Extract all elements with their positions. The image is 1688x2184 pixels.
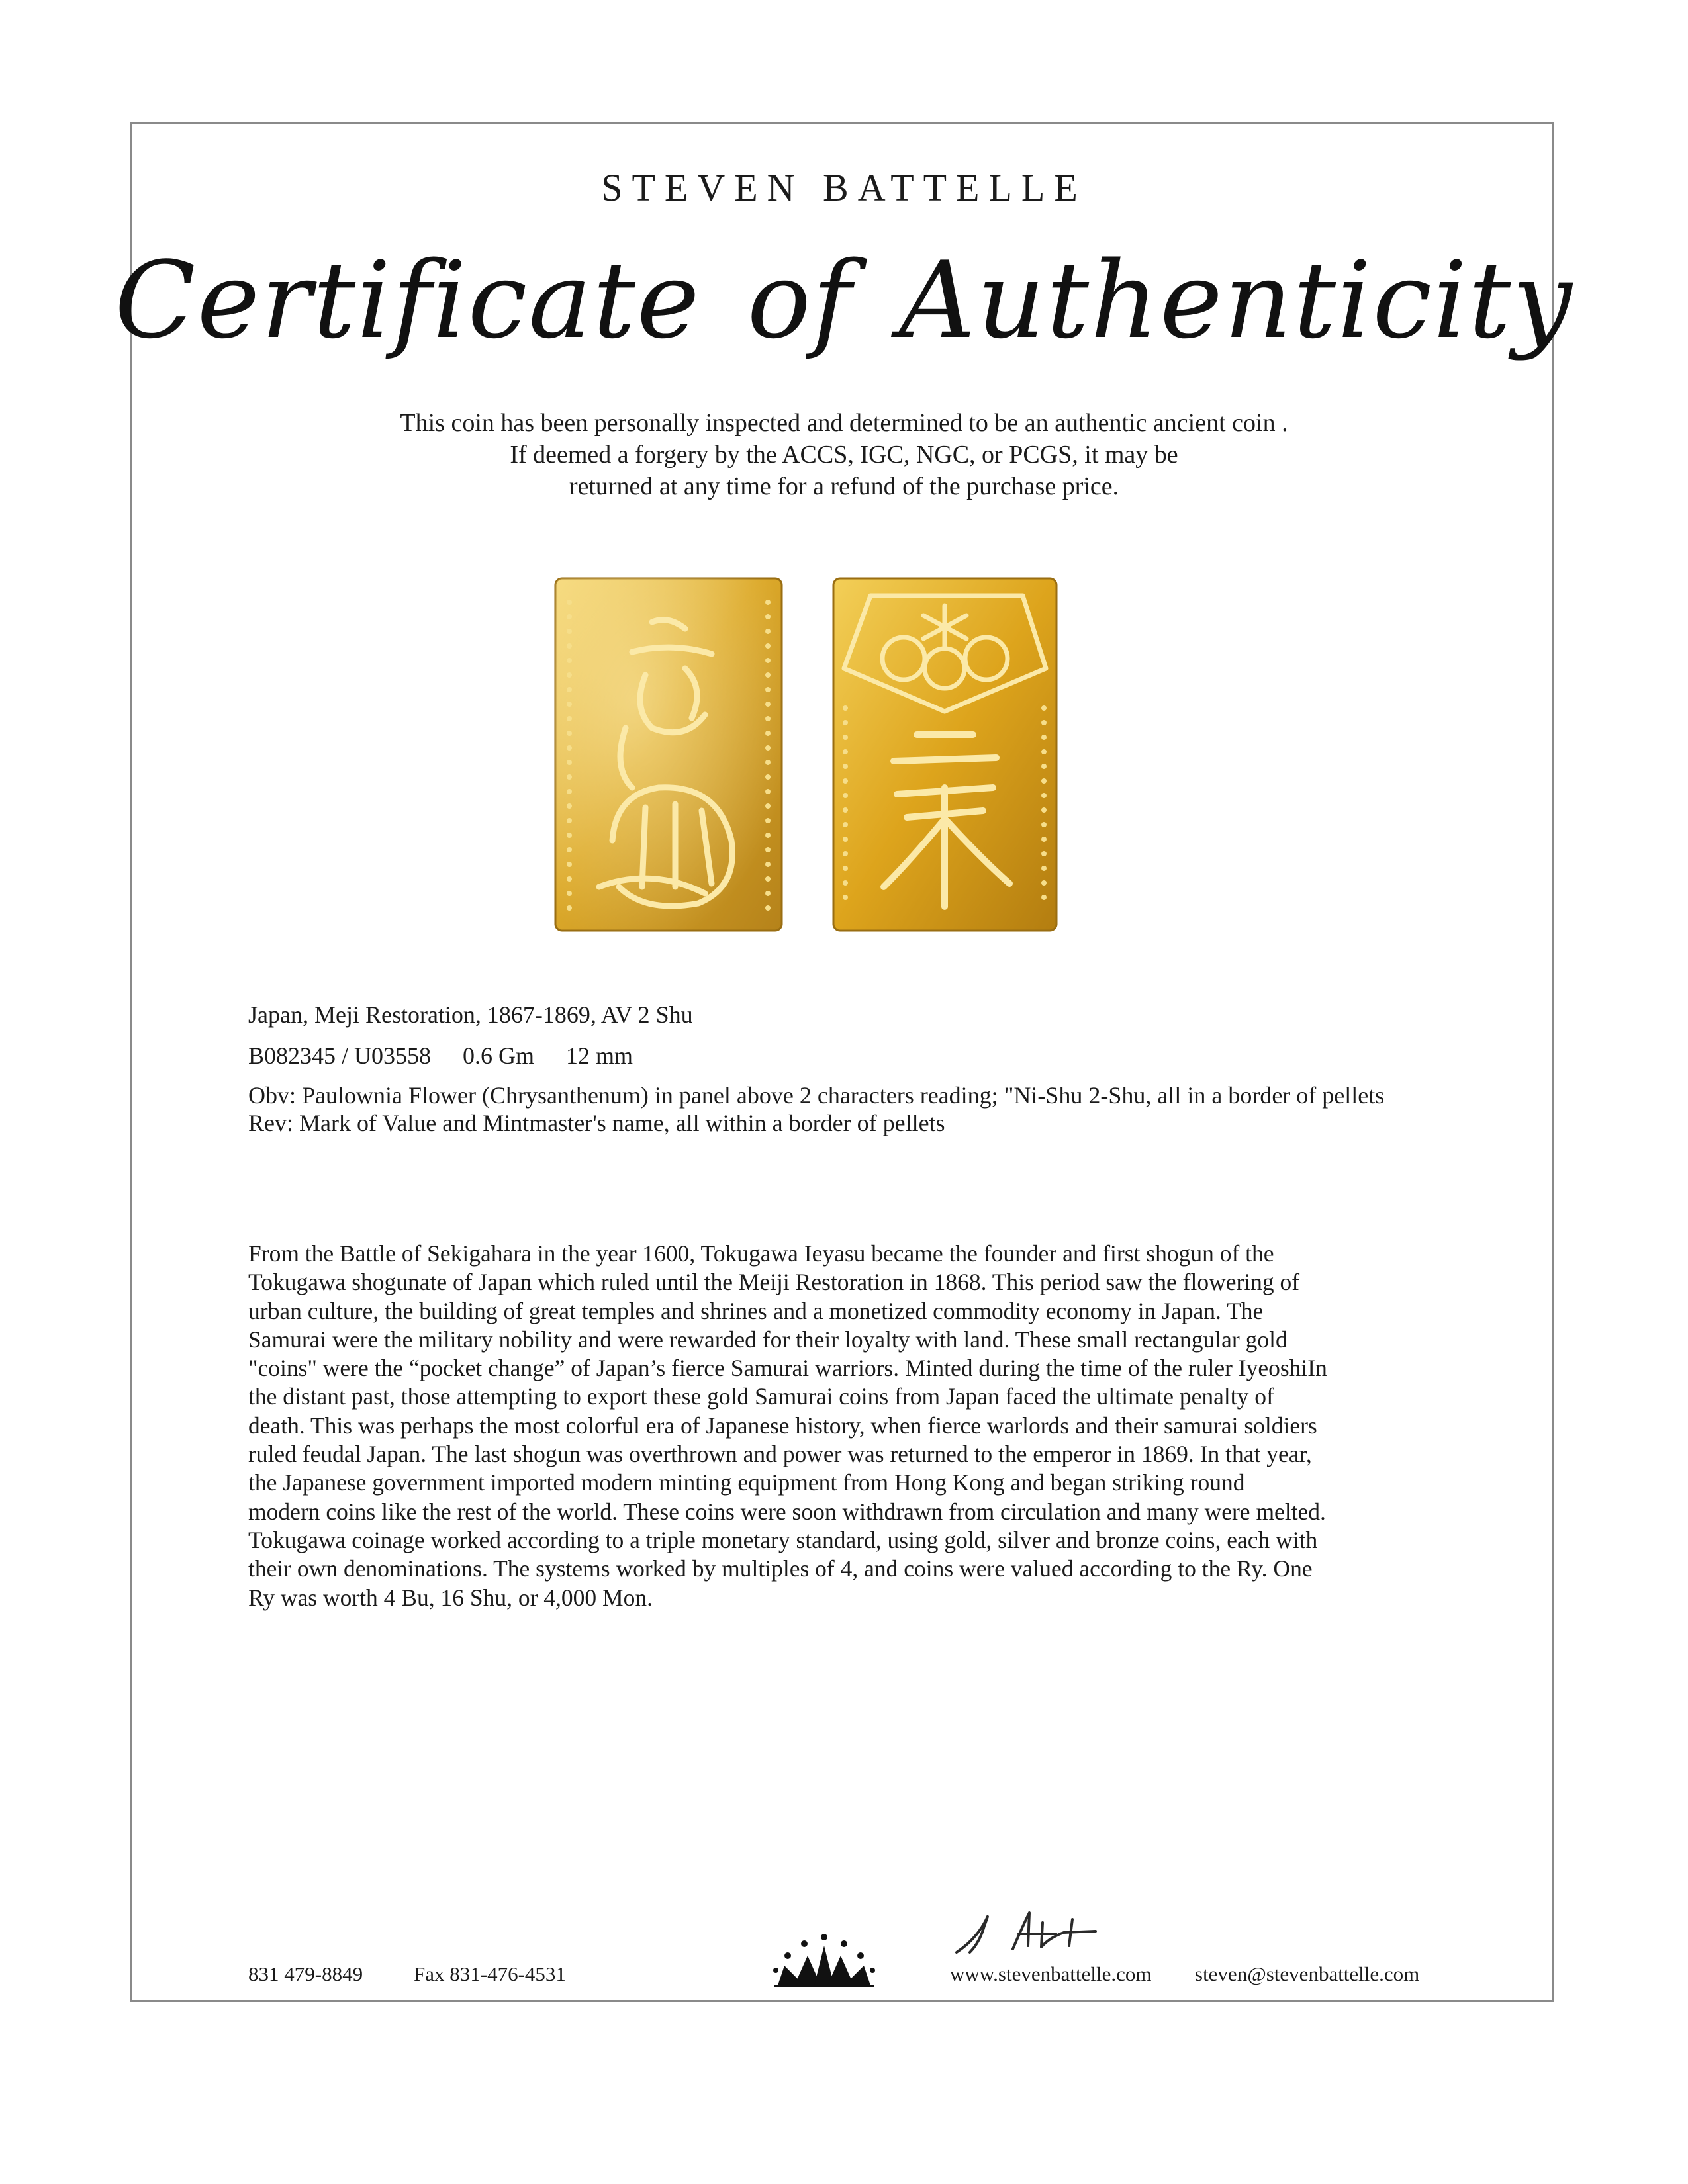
history-paragraph <box>248 1240 1400 1612</box>
title-word-authenticity: Authenticity <box>899 238 1573 362</box>
history-line: urban culture, the building of great temples and shrines and a monetized commodity economy in Japan. The <box>248 1297 1264 1324</box>
footer-email-link[interactable]: steven@stevenbattelle.com <box>1195 1962 1420 1985</box>
coin-inventory-id: B082345 / U03558 <box>248 1042 432 1069</box>
history-line: the Japanese government imported modern minting equipment from Hong Kong and began striking round <box>248 1469 1245 1496</box>
history-line: Tokugawa shogunate of Japan which ruled until the Meiji Restoration in 1868. This period saw the flowering of <box>248 1269 1300 1296</box>
coin-size: 12 mm <box>566 1042 633 1069</box>
footer-phone: 831 479-8849 <box>248 1962 363 1985</box>
coin-specs <box>248 1040 665 1071</box>
history-line: death. This was perhaps the most colorful era of Japanese history, when fierce warlords and their samurai soldiers <box>248 1412 1317 1439</box>
history-line: Samurai were the military nobility and were rewarded for their loyalty with land. These small rectangular gold <box>248 1326 1288 1353</box>
coin-obverse-reverse-text: Obv: Paulownia Flower (Chrysanthenum) in panel above 2 characters reading; "Ni-Shu 2-Shu, all in a border of pellets Rev: Mark of Value and Mintmaster's name, all within a border of pellets <box>248 1082 1385 1136</box>
sunburst-logo-icon <box>768 1929 880 1989</box>
title-word-certificate: Certificate <box>115 238 701 362</box>
title-word-of: of <box>747 238 853 362</box>
statement-line: returned at any time for a refund of the purchase price. <box>569 473 1119 500</box>
history-line: "coins" were the “pocket change” of Japan’s fierce Samurai warriors. Minted during the time of the ruler IyeoshiIn <box>248 1355 1327 1382</box>
coin-obverse-image <box>553 576 784 933</box>
footer-fax: Fax 831-476-4531 <box>414 1962 566 1985</box>
history-line: their own denominations. The systems worked by multiples of 4, and coins were valued according to the Ry. One <box>248 1555 1313 1582</box>
signature-image <box>950 1906 1142 1956</box>
coin-weight: 0.6 Gm <box>463 1042 535 1069</box>
history-line: the distant past, those attempting to export these gold Samurai coins from Japan faced the ultimate penalty of <box>248 1383 1274 1410</box>
history-line: From the Battle of Sekigahara in the year 1600, Tokugawa Ieyasu became the founder and first shogun of the <box>248 1240 1274 1267</box>
certificate-title <box>0 238 1688 362</box>
authenticity-statement <box>0 407 1688 502</box>
brand-name: STEVEN BATTELLE <box>601 166 1087 209</box>
coin-description: Japan, Meji Restoration, 1867-1869, AV 2 Shu <box>248 1001 693 1028</box>
footer-website-link[interactable]: www.stevenbattelle.com <box>950 1962 1152 1985</box>
history-line: Ry was worth 4 Bu, 16 Shu, or 4,000 Mon. <box>248 1584 653 1611</box>
coin-reverse-image <box>831 576 1059 933</box>
history-line: modern coins like the rest of the world. These coins were soon withdrawn from circulation and many were melted. <box>248 1498 1326 1525</box>
history-line: Tokugawa coinage worked according to a triple monetary standard, using gold, silver and bronze coins, each with <box>248 1526 1318 1553</box>
statement-line: This coin has been personally inspected and determined to be an authentic ancient coin . <box>400 409 1288 437</box>
history-line: ruled feudal Japan. The last shogun was overthrown and power was returned to the emperor in 1869. In that year, <box>248 1441 1312 1468</box>
statement-line: If deemed a forgery by the ACCS, IGC, NGC, or PCGS, it may be <box>510 441 1178 469</box>
